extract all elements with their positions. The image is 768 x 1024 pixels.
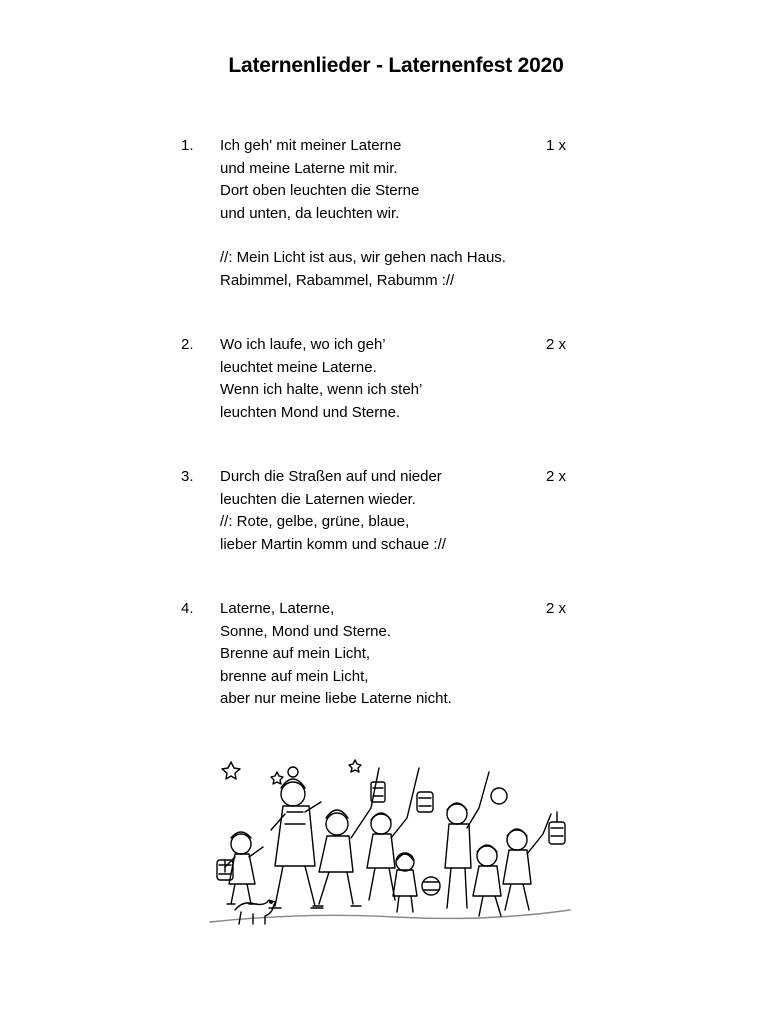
lyric-line: Laterne, Laterne, [220,600,335,617]
repeat-count: 1 x [546,137,567,154]
lyric-line: Sonne, Mond und Sterne. [220,622,391,640]
song-lyrics [220,598,550,711]
song-number: 4. [181,600,194,617]
lyric-line: leuchtet meine Laterne. [220,358,377,376]
lyric-line: Dort oben leuchten die Sterne [220,182,420,199]
lyric-line: //: Mein Licht ist aus, wir gehen nach Haus. [220,249,506,266]
lyric-line: Wenn ich halte, wenn ich steh’ [220,381,423,398]
lyric-line: aber nur meine liebe Laterne nicht. [220,690,452,707]
lyric-line: lieber Martin komm und schaue :// [220,535,446,553]
lyric-line: Ich geh' mit meiner Laterne [220,137,402,154]
lyric-line: leuchten Mond und Sterne. [220,403,401,421]
lyric-line: Durch die Straßen auf und nieder [220,468,442,485]
repeat-count: 2 x [546,600,567,617]
lyric-line: Brenne auf mein Licht, [220,645,371,662]
lyric-line: Rabimmel, Rabammel, Rabumm :// [220,271,455,289]
song-lyrics [220,135,550,292]
star-icon [222,762,240,779]
lyric-line: und unten, da leuchten wir. [220,204,400,222]
song-lyrics [220,466,550,556]
star-icon [271,772,283,784]
lyric-line: und meine Laterne mit mir. [220,159,398,177]
lyric-line: Wo ich laufe, wo ich geh’ [220,336,386,353]
song-number: 3. [181,468,194,485]
song-lyrics [220,334,550,424]
page-title: Laternenlieder - Laternenfest 2020 [228,54,564,77]
lantern-parade-illustration [205,752,577,932]
song-number: 2. [181,336,194,353]
song-number: 1. [181,137,194,154]
lyric-line: leuchten die Laternen wieder. [220,490,416,508]
lyric-line: //: Rote, gelbe, grüne, blaue, [220,513,410,530]
repeat-count: 2 x [546,336,567,353]
star-icon [349,760,361,772]
lyric-line: brenne auf mein Licht, [220,667,369,685]
repeat-count: 2 x [546,468,567,485]
